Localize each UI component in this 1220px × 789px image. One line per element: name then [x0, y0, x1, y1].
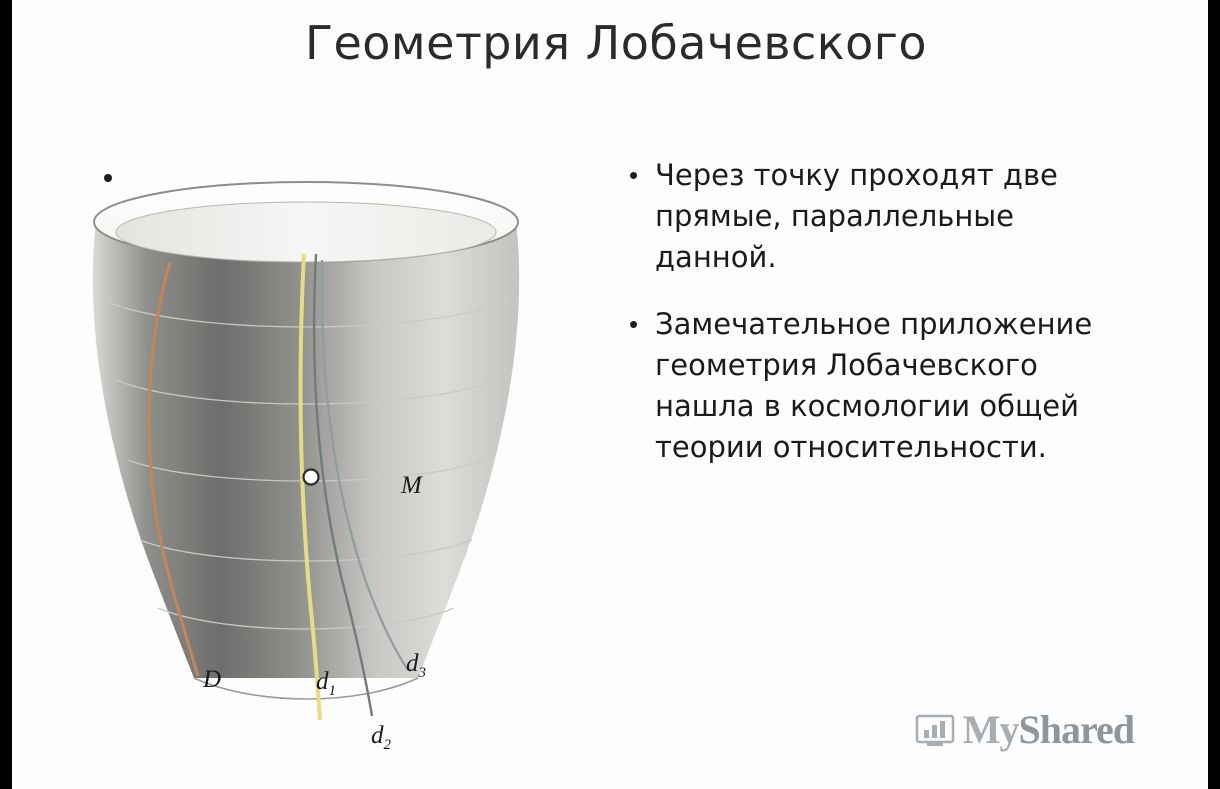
label-M: M: [401, 472, 422, 499]
right-border: [1208, 0, 1214, 789]
bullet-marker-icon: •: [629, 160, 639, 190]
list-item: [621, 304, 1181, 468]
label-D: D: [203, 666, 222, 693]
label-d2-base: d: [371, 722, 384, 749]
watermark-my: My: [962, 707, 1019, 752]
label-d2-sub: 2: [383, 737, 391, 753]
label-d3-base: d: [406, 650, 419, 677]
bullet-marker-icon: •: [629, 309, 639, 339]
watermark-label: [963, 706, 1134, 753]
label-d1-sub: 1: [328, 683, 336, 699]
bullet-list: [621, 155, 1181, 494]
bullet-text: Через точку проходят две прямые, параллельные данной.: [655, 158, 1058, 274]
watermark-shared: Shared: [1018, 707, 1134, 752]
top-inner-ellipse: [116, 202, 496, 262]
hyperboloid-figure: [66, 150, 626, 770]
stray-dot: [104, 174, 112, 182]
bullet-text: Замечательное приложение геометрия Лобачевского нашла в космологии общей теории относительности.: [655, 307, 1093, 464]
label-d1-base: d: [316, 668, 329, 695]
left-border: [6, 0, 12, 789]
hyperboloid-svg: [66, 150, 626, 770]
page-title: Геометрия Лобачевского: [304, 16, 928, 70]
label-d2: [371, 722, 391, 754]
watermark: [915, 706, 1134, 753]
chart-icon: [915, 712, 955, 748]
label-d3: [406, 650, 426, 682]
bottom-rim: [194, 678, 418, 699]
label-d3-sub: 3: [418, 665, 426, 681]
surface-body: [93, 222, 519, 678]
label-d1: [316, 668, 336, 700]
list-item: [621, 155, 1181, 278]
point-M-marker: [304, 470, 319, 485]
